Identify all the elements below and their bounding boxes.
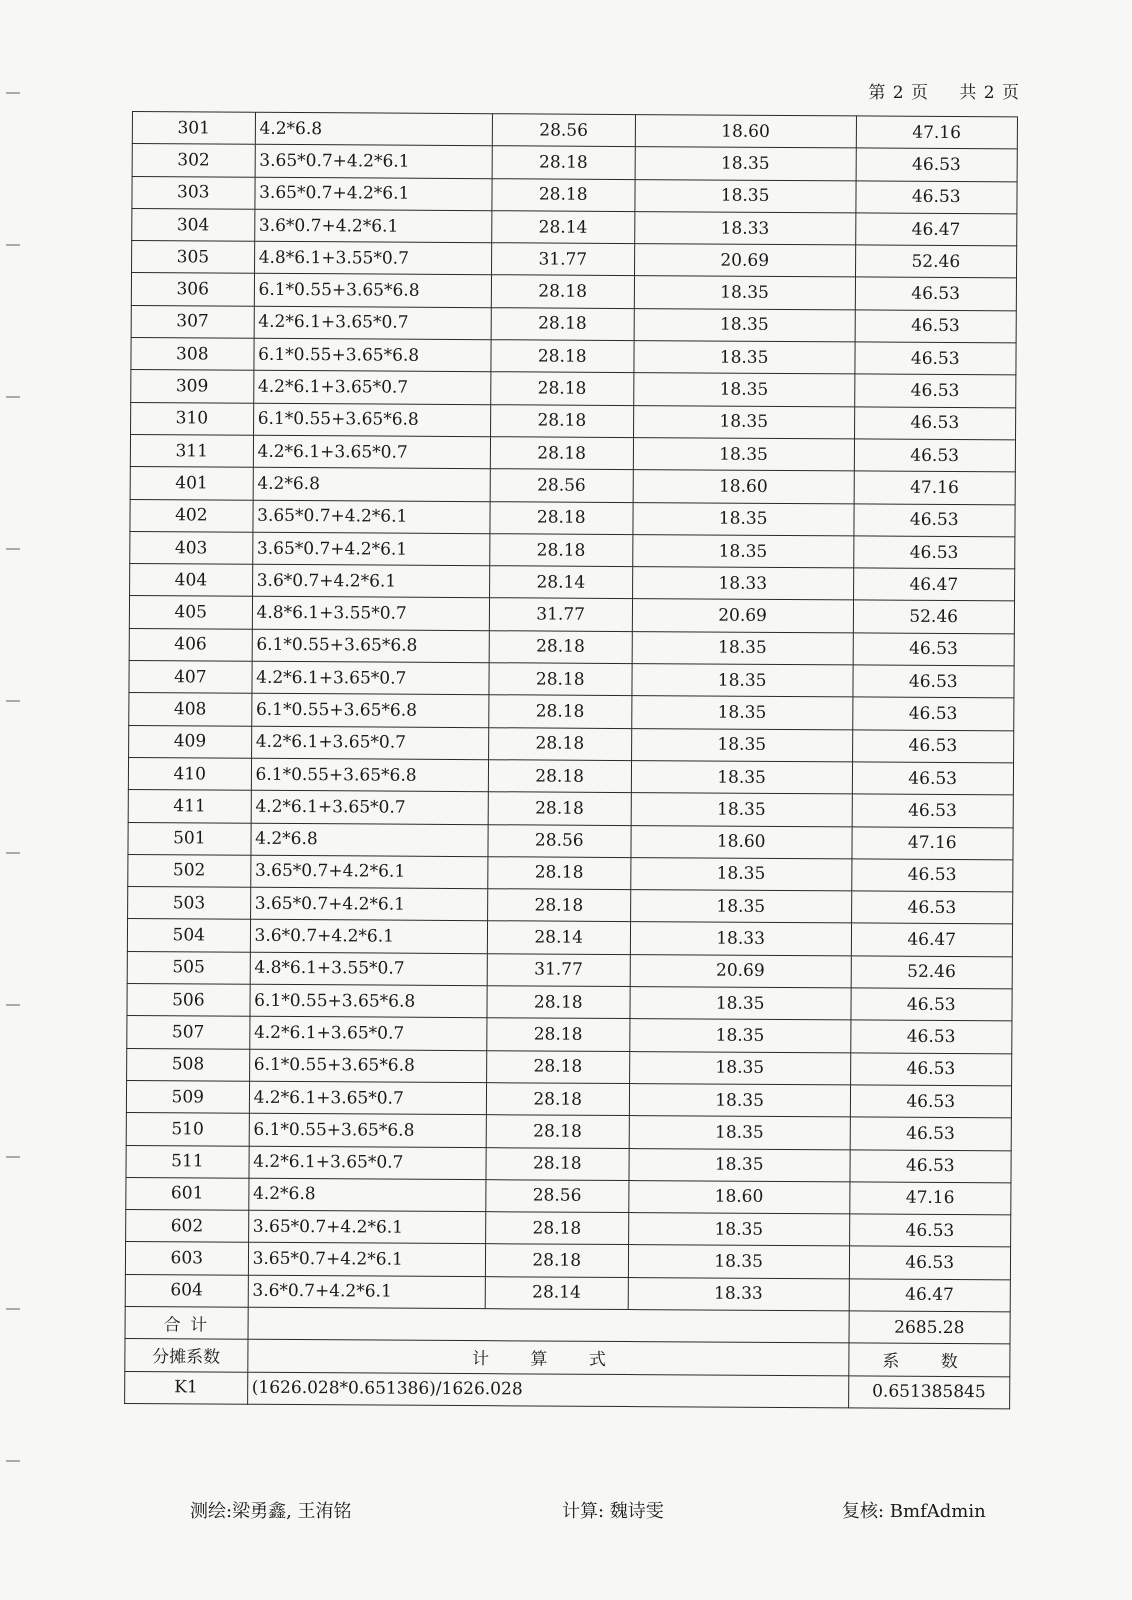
room-number: 302 <box>132 144 255 177</box>
table-row <box>129 596 1014 634</box>
room-number: 407 <box>129 661 252 694</box>
room-number: 501 <box>128 822 251 855</box>
share-value: 18.35 <box>630 890 851 924</box>
area-formula: 4.2*6.1+3.65*0.7 <box>253 371 490 405</box>
table-row <box>132 208 1017 246</box>
total-value: 47.16 <box>851 826 1013 859</box>
area-formula: 4.2*6.1+3.65*0.7 <box>251 790 488 824</box>
area-value: 28.18 <box>490 437 633 470</box>
area-formula: 4.2*6.1+3.65*0.7 <box>251 726 488 760</box>
table-row <box>128 757 1013 795</box>
area-value: 28.18 <box>486 1083 629 1116</box>
area-value: 28.56 <box>490 469 633 502</box>
share-value: 18.60 <box>635 115 856 149</box>
share-value: 18.35 <box>629 1148 850 1182</box>
total-value: 47.16 <box>856 116 1018 149</box>
share-value: 18.35 <box>631 728 852 762</box>
share-value: 18.33 <box>634 211 855 245</box>
coef-name: K1 <box>125 1371 248 1404</box>
area-formula: 4.2*6.8 <box>255 112 492 146</box>
table-row <box>131 402 1016 440</box>
room-number: 408 <box>129 693 252 726</box>
total-value: 46.53 <box>849 1149 1011 1182</box>
room-number: 505 <box>127 951 250 984</box>
area-value: 28.18 <box>487 889 630 922</box>
total-value: 46.53 <box>850 988 1012 1021</box>
area-value: 31.77 <box>489 598 632 631</box>
share-value: 20.69 <box>632 599 853 633</box>
area-formula: 4.2*6.8 <box>248 1178 485 1212</box>
share-value: 20.69 <box>634 244 855 278</box>
area-formula: 3.65*0.7+4.2*6.1 <box>248 1243 485 1277</box>
share-value: 18.33 <box>628 1277 849 1311</box>
total-value: 46.53 <box>853 503 1015 536</box>
share-value: 18.35 <box>631 857 852 891</box>
total-blank <box>248 1307 849 1343</box>
area-formula: 4.8*6.1+3.55*0.7 <box>250 952 487 986</box>
total-value: 46.53 <box>854 374 1016 407</box>
area-value: 28.14 <box>489 566 632 599</box>
total-value: 46.53 <box>852 665 1014 698</box>
room-number: 301 <box>132 112 255 145</box>
total-value: 46.53 <box>851 859 1013 892</box>
area-value: 28.18 <box>486 1115 629 1148</box>
table-row <box>129 661 1014 699</box>
share-value: 18.35 <box>630 987 851 1021</box>
room-number: 403 <box>130 531 253 564</box>
area-value: 28.18 <box>487 986 630 1019</box>
page-total: 共 2 页 <box>959 83 1020 103</box>
table-row <box>127 984 1012 1022</box>
total-value: 46.53 <box>853 633 1015 666</box>
total-value: 47.16 <box>849 1182 1011 1215</box>
area-formula: 6.1*0.55+3.65*6.8 <box>251 694 488 728</box>
area-value: 28.18 <box>490 501 633 534</box>
total-value: 46.47 <box>849 1279 1011 1312</box>
room-number: 310 <box>131 402 254 435</box>
total-value: 52.46 <box>855 245 1017 278</box>
table-row <box>127 919 1012 957</box>
total-value: 46.53 <box>854 439 1016 472</box>
area-value: 28.18 <box>491 275 634 308</box>
area-value: 28.18 <box>491 340 634 373</box>
room-number: 304 <box>132 208 255 241</box>
share-value: 18.60 <box>631 825 852 859</box>
coef-value: 0.651385845 <box>848 1375 1010 1408</box>
share-value: 18.35 <box>630 1019 851 1053</box>
area-formula: 6.1*0.55+3.65*6.8 <box>249 1113 486 1147</box>
share-value: 18.35 <box>628 1245 849 1279</box>
share-value: 18.33 <box>632 567 853 601</box>
room-number: 306 <box>131 273 254 306</box>
table-row <box>126 1177 1011 1215</box>
total-value: 46.53 <box>855 277 1017 310</box>
share-value: 18.35 <box>634 341 855 375</box>
total-value: 46.53 <box>851 891 1013 924</box>
area-formula: 3.65*0.7+4.2*6.1 <box>255 145 492 179</box>
share-value: 18.60 <box>629 1180 850 1214</box>
total-value: 46.53 <box>849 1246 1011 1279</box>
total-value: 52.46 <box>851 956 1013 989</box>
reviewer: 复核: BmfAdmin <box>842 1501 986 1522</box>
table-row <box>129 693 1014 731</box>
table-row <box>127 951 1012 989</box>
table-row <box>126 1145 1011 1183</box>
coef-label: 分摊系数 <box>125 1339 248 1372</box>
area-table <box>124 111 1018 1409</box>
room-number: 410 <box>128 757 251 790</box>
area-formula: 3.65*0.7+4.2*6.1 <box>253 500 490 534</box>
table-row <box>131 273 1016 311</box>
table-row <box>126 1210 1011 1248</box>
room-number: 409 <box>129 725 252 758</box>
area-formula: 6.1*0.55+3.65*6.8 <box>253 403 490 437</box>
area-formula: 4.2*6.1+3.65*0.7 <box>252 661 489 695</box>
table-row <box>126 1113 1011 1151</box>
share-value: 18.35 <box>635 147 856 181</box>
area-formula: 6.1*0.55+3.65*6.8 <box>249 1049 486 1083</box>
total-value: 47.16 <box>854 471 1016 504</box>
surveyor: 测绘:梁勇鑫, 王洧铭 <box>190 1501 352 1522</box>
table-row <box>130 467 1015 505</box>
total-value: 46.53 <box>853 536 1015 569</box>
area-formula: 4.8*6.1+3.55*0.7 <box>252 597 489 631</box>
area-value: 28.56 <box>488 824 631 857</box>
area-formula: 4.2*6.1+3.65*0.7 <box>249 1146 486 1180</box>
share-value: 18.35 <box>629 1083 850 1117</box>
area-value: 28.56 <box>485 1179 628 1212</box>
area-value: 28.18 <box>485 1244 628 1277</box>
table-row <box>129 628 1014 666</box>
total-value: 46.53 <box>850 1117 1012 1150</box>
room-number: 511 <box>126 1145 249 1178</box>
room-number: 502 <box>128 854 251 887</box>
share-value: 18.35 <box>634 276 855 310</box>
page-number <box>868 78 1020 103</box>
room-number: 509 <box>126 1080 249 1113</box>
share-value: 18.33 <box>630 922 851 956</box>
total-value: 46.53 <box>854 342 1016 375</box>
formula-header: 计 算 式 <box>247 1340 848 1376</box>
area-formula: 6.1*0.55+3.65*6.8 <box>250 984 487 1018</box>
total-value: 46.53 <box>855 310 1017 343</box>
area-value: 28.18 <box>492 146 635 179</box>
share-value: 18.35 <box>631 760 852 794</box>
room-number: 307 <box>131 305 254 338</box>
room-number: 503 <box>128 887 251 920</box>
area-value: 28.18 <box>490 404 633 437</box>
total-value: 2685.28 <box>848 1311 1010 1344</box>
room-number: 309 <box>131 370 254 403</box>
area-formula: 4.2*6.1+3.65*0.7 <box>249 1017 486 1051</box>
share-value: 18.35 <box>633 438 854 472</box>
area-formula: 6.1*0.55+3.65*6.8 <box>254 274 491 308</box>
area-value: 28.18 <box>491 307 634 340</box>
area-value: 28.18 <box>488 727 631 760</box>
room-number: 305 <box>132 241 255 274</box>
room-number: 508 <box>127 1048 250 1081</box>
area-value: 28.18 <box>488 695 631 728</box>
area-formula: 4.2*6.8 <box>251 823 488 857</box>
coef-row <box>125 1371 1010 1409</box>
area-value: 28.18 <box>488 760 631 793</box>
share-value: 18.35 <box>634 308 855 342</box>
total-value: 52.46 <box>853 600 1015 633</box>
area-value: 28.18 <box>487 857 630 890</box>
total-value: 46.53 <box>850 1053 1012 1086</box>
table-row <box>127 1048 1012 1086</box>
room-number: 411 <box>128 790 251 823</box>
table-row <box>130 434 1015 472</box>
area-value: 28.18 <box>489 630 632 663</box>
area-formula: 6.1*0.55+3.65*6.8 <box>251 758 488 792</box>
share-value: 18.35 <box>633 373 854 407</box>
table-row <box>130 564 1015 602</box>
area-value: 28.18 <box>486 1050 629 1083</box>
area-formula: 4.2*6.1+3.65*0.7 <box>249 1081 486 1115</box>
share-value: 18.35 <box>631 793 852 827</box>
room-number: 504 <box>127 919 250 952</box>
area-formula: 4.2*6.8 <box>253 468 490 502</box>
area-value: 28.18 <box>492 178 635 211</box>
room-number: 401 <box>130 467 253 500</box>
coef-formula: (1626.028*0.651386)/1626.028 <box>247 1372 848 1408</box>
table-row <box>132 176 1017 214</box>
area-value: 28.18 <box>486 1147 629 1180</box>
calculator: 计算: 魏诗雯 <box>562 1501 664 1522</box>
total-value: 46.47 <box>853 568 1015 601</box>
table-row <box>127 1016 1012 1054</box>
total-value: 46.53 <box>852 730 1014 763</box>
area-value: 28.18 <box>489 663 632 696</box>
share-value: 20.69 <box>630 954 851 988</box>
area-value: 31.77 <box>487 953 630 986</box>
table-row <box>128 887 1013 925</box>
share-value: 18.35 <box>629 1051 850 1085</box>
area-formula: 3.65*0.7+4.2*6.1 <box>248 1210 485 1244</box>
room-number: 402 <box>130 499 253 532</box>
area-formula: 3.65*0.7+4.2*6.1 <box>250 887 487 921</box>
page-current: 第 2 页 <box>868 83 929 103</box>
share-value: 18.35 <box>629 1116 850 1150</box>
coef-header: 系 数 <box>848 1343 1010 1376</box>
table-row <box>125 1242 1010 1280</box>
total-value: 46.47 <box>855 213 1017 246</box>
table-row <box>130 531 1015 569</box>
area-value: 28.18 <box>485 1212 628 1245</box>
share-value: 18.35 <box>632 696 853 730</box>
share-value: 18.35 <box>633 405 854 439</box>
total-value: 46.53 <box>856 148 1018 181</box>
table-row <box>131 338 1016 376</box>
room-number: 507 <box>127 1016 250 1049</box>
total-value: 46.53 <box>855 181 1017 214</box>
table-row <box>132 241 1017 279</box>
area-formula: 3.6*0.7+4.2*6.1 <box>248 1275 485 1309</box>
table-row <box>132 144 1017 182</box>
share-value: 18.35 <box>632 631 853 665</box>
room-number: 406 <box>129 628 252 661</box>
share-value: 18.35 <box>628 1213 849 1247</box>
table-row <box>125 1274 1010 1312</box>
room-number: 303 <box>132 176 255 209</box>
share-value: 18.35 <box>632 534 853 568</box>
table-row <box>129 725 1014 763</box>
area-value: 28.56 <box>492 114 635 147</box>
area-formula: 3.65*0.7+4.2*6.1 <box>252 532 489 566</box>
share-value: 18.35 <box>632 664 853 698</box>
total-value: 46.53 <box>852 762 1014 795</box>
share-value: 18.35 <box>635 179 856 213</box>
total-value: 46.53 <box>849 1214 1011 1247</box>
total-row <box>125 1306 1010 1344</box>
total-value: 46.53 <box>850 1020 1012 1053</box>
total-value: 46.53 <box>850 1085 1012 1118</box>
area-formula: 4.2*6.1+3.65*0.7 <box>254 306 491 340</box>
room-number: 308 <box>131 338 254 371</box>
coef-header-row <box>125 1339 1010 1377</box>
area-value: 28.14 <box>487 921 630 954</box>
total-value: 46.53 <box>854 407 1016 440</box>
room-number: 405 <box>129 596 252 629</box>
table-row <box>128 822 1013 860</box>
table-row <box>128 854 1013 892</box>
area-value: 28.18 <box>490 372 633 405</box>
area-value: 28.18 <box>486 1018 629 1051</box>
area-value: 28.14 <box>485 1276 628 1309</box>
area-formula: 3.65*0.7+4.2*6.1 <box>250 855 487 889</box>
total-value: 46.53 <box>852 697 1014 730</box>
table-row <box>131 370 1016 408</box>
share-value: 18.60 <box>633 470 854 504</box>
table-body <box>125 112 1017 1312</box>
room-number: 601 <box>126 1177 249 1210</box>
table-row <box>126 1080 1011 1118</box>
total-value: 46.47 <box>851 923 1013 956</box>
area-formula: 6.1*0.55+3.65*6.8 <box>252 629 489 663</box>
room-number: 603 <box>125 1242 248 1275</box>
table-row <box>130 499 1015 537</box>
area-formula: 3.6*0.7+4.2*6.1 <box>250 920 487 954</box>
room-number: 604 <box>125 1274 248 1307</box>
area-formula: 6.1*0.55+3.65*6.8 <box>254 338 491 372</box>
area-formula: 3.6*0.7+4.2*6.1 <box>252 564 489 598</box>
room-number: 510 <box>126 1113 249 1146</box>
room-number: 602 <box>126 1210 249 1243</box>
area-formula: 3.6*0.7+4.2*6.1 <box>254 209 491 243</box>
room-number: 506 <box>127 984 250 1017</box>
area-formula: 4.2*6.1+3.65*0.7 <box>253 435 490 469</box>
total-value: 46.53 <box>852 794 1014 827</box>
room-number: 311 <box>130 434 253 467</box>
area-formula: 3.65*0.7+4.2*6.1 <box>255 177 492 211</box>
area-formula: 4.8*6.1+3.55*0.7 <box>254 241 491 275</box>
area-value: 28.14 <box>491 211 634 244</box>
room-number: 404 <box>130 564 253 597</box>
table-row <box>131 305 1016 343</box>
area-value: 31.77 <box>491 243 634 276</box>
total-label: 合 计 <box>125 1306 248 1339</box>
area-value: 28.18 <box>489 534 632 567</box>
share-value: 18.35 <box>633 502 854 536</box>
table-row <box>128 790 1013 828</box>
table-row <box>132 112 1017 150</box>
area-value: 28.18 <box>488 792 631 825</box>
